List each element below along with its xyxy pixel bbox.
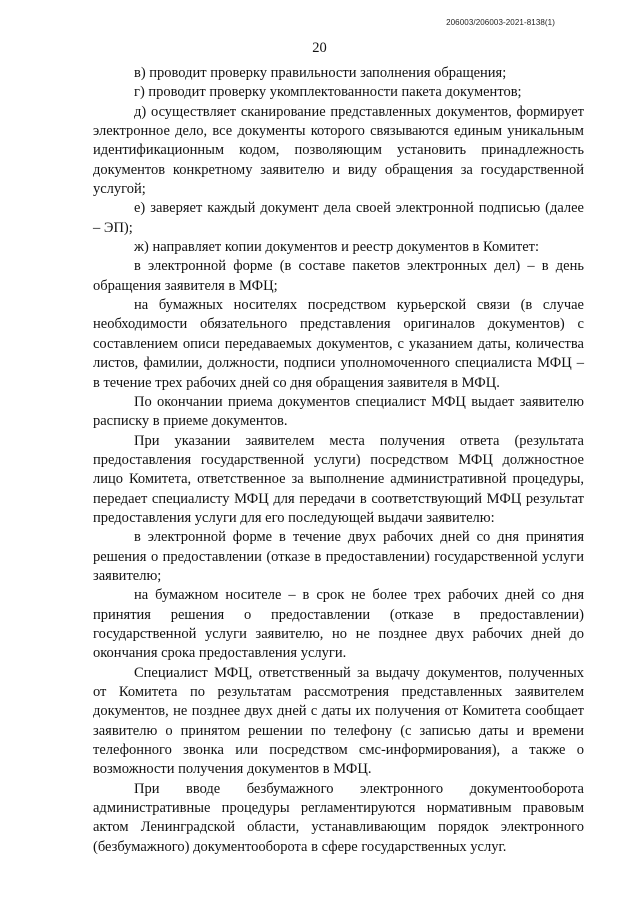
paragraph-zh: ж) направляет копии документов и реестр документов в Комитет: [134, 239, 540, 256]
paragraph-paper-result: на бумажном носителе – в срок не более трех рабочих дней со дня принятия решения о предоставлении (отказе в предоставлении) государственной услуги заявителю, но не позднее двух рабочих дней до окончания срока предоставления услуги. [93, 587, 584, 662]
paragraph-v: в) проводит проверку правильности заполнения обращения; [134, 65, 507, 81]
paragraph-specialist-notify: Специалист МФЦ, ответственный за выдачу документов, полученных от Комитета по результатам рассмотрения представленных заявителем документов, не позднее двух дней с даты их получения от Комитета сообщает заявителю о принятом решении по телефону (с записью даты и времени телефонного звонка или посредством смс-информирования), а также о возможности получения документов в МФЦ. [93, 664, 584, 778]
paragraph-d: д) осуществляет сканирование представленных документов, формирует электронное дело, все документы которого связываются единым уникальным идентификационным кодом, позволяющим установить принадлежность документов конкретному заявителю и виду обращения за государственной услугой; [93, 103, 584, 198]
paragraph-electronic-result: в электронной форме в течение двух рабочих дней со дня принятия решения о предоставлении (отказе в предоставлении) государственной услуги заявителю; [93, 529, 584, 584]
page-number: 20 [312, 40, 327, 56]
document-body [93, 64, 584, 857]
paragraph-receipt: По окончании приема документов специалист МФЦ выдает заявителю расписку в приеме документов. [93, 393, 584, 430]
paragraph-paperless: При вводе безбумажного электронного документооборота административные процедуры регламентируются нормативным правовым актом Ленинградской области, устанавливающим порядок электронного (безбумажного) документооборота в сфере государственных услуг. [93, 780, 584, 855]
paragraph-result-delivery: При указании заявителем места получения ответа (результата предоставления государственной услуги) посредством МФЦ должностное лицо Комитета, ответственное за выполнение административной процедуры, передает специалисту МФЦ для передачи в соответствующий МФЦ результат предоставления услуги для его последующей выдачи заявителю: [93, 432, 584, 526]
paragraph-g: г) проводит проверку укомплектованности пакета документов; [134, 84, 522, 101]
paragraph-e: е) заверяет каждый документ дела своей электронной подписью (далее – ЭП); [93, 200, 584, 236]
paragraph-paper-carriers: на бумажных носителях посредством курьерской связи (в случае необходимости обязательного представления оригиналов документов) с составлением описи передаваемых документов, с указанием даты, количества листов, фамилии, должности, подписи уполномоченного специалиста МФЦ – в течение трех рабочих дней со дня обращения заявителя в МФЦ. [93, 297, 584, 391]
paragraph-electronic-form: в электронной форме (в составе пакетов электронных дел) – в день обращения заявителя в МФЦ; [93, 258, 584, 294]
document-id: 206003/206003-2021-8138(1) [446, 18, 555, 27]
